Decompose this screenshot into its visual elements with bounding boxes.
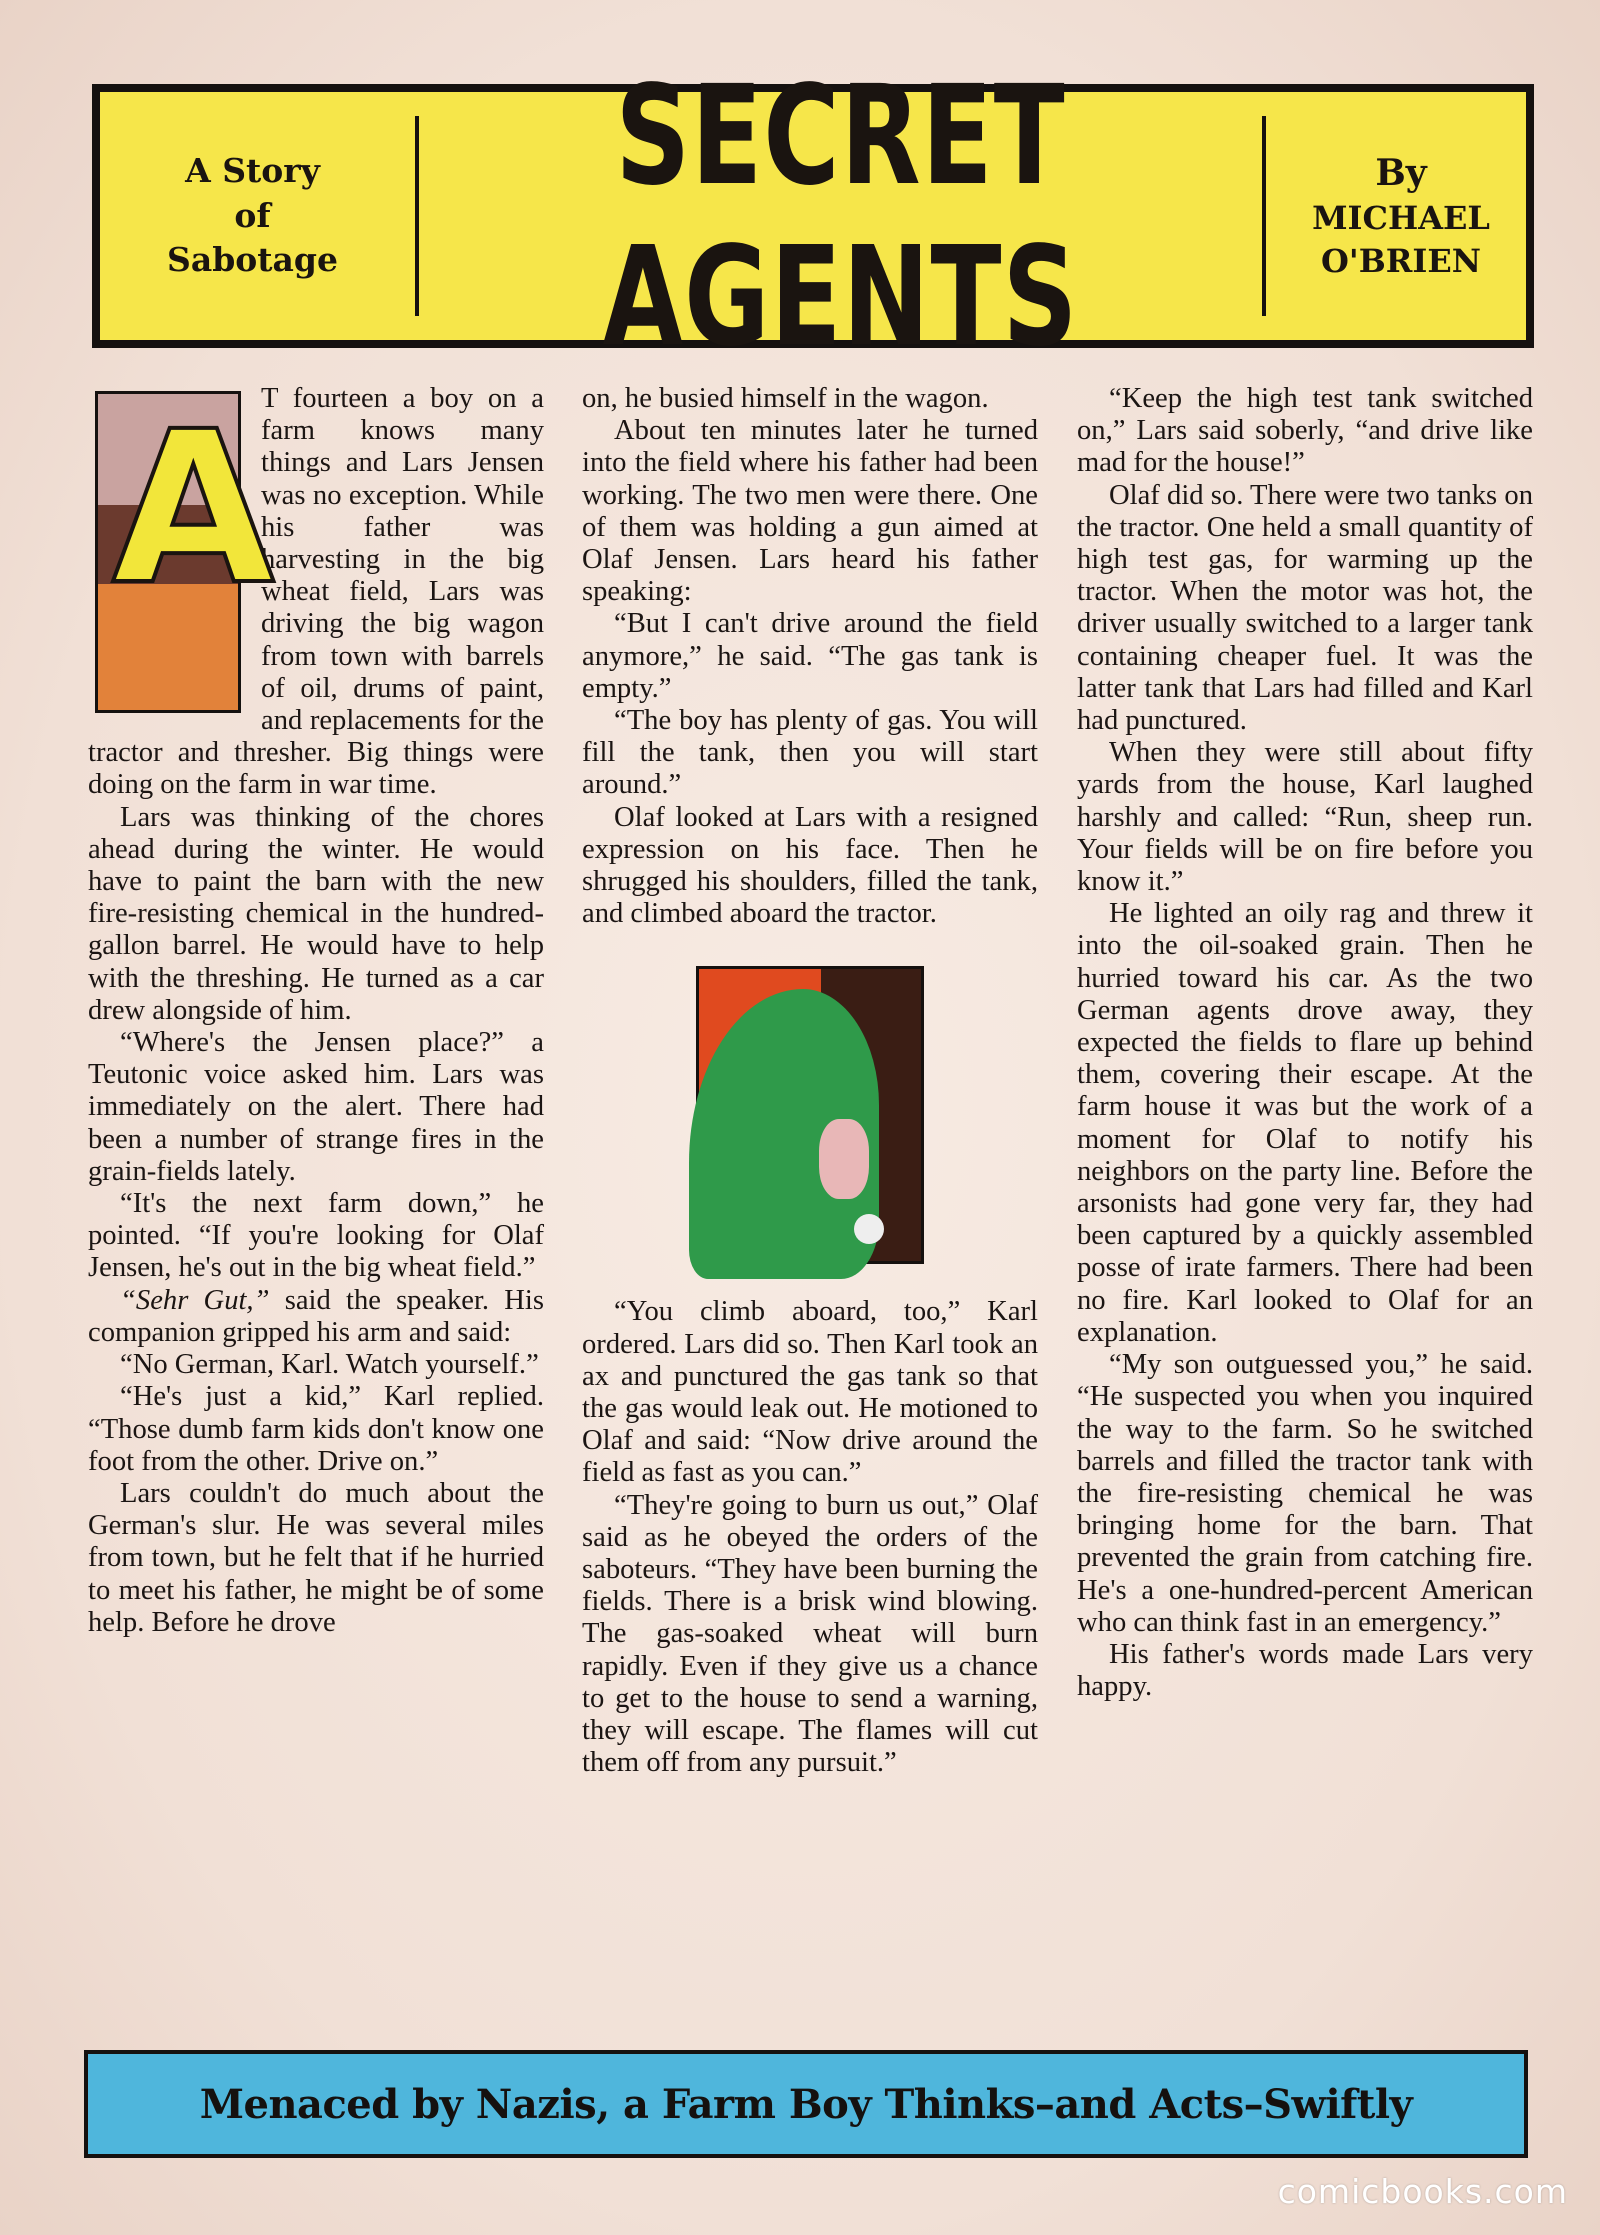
paragraph: His father's words made Lars very happy.	[1077, 1638, 1533, 1703]
drop-cap-illustration	[95, 386, 275, 713]
saboteur-illustration	[696, 966, 924, 1264]
hand-with-torch	[819, 1119, 869, 1199]
site-watermark: comicbooks.com	[1277, 2172, 1568, 2211]
drop-cap-letter: A	[112, 386, 275, 631]
paragraph: “You climb aboard, too,” Karl ordered. Lars did so. Then Karl took an ax and punctured the gas tank so that the gas would leak out. He motioned to Olaf and said: “Now drive around the field as fast as you can.”	[582, 1296, 1038, 1489]
story-type-line2: of	[234, 195, 271, 235]
paragraph: Lars couldn't do much about the German's slur. He was several miles from town, but he felt that if he hurried to meet his father, he might be of some help. Before he drove	[88, 1477, 544, 1638]
text-column-3	[1077, 383, 1533, 1703]
paragraph: Lars was thinking of the chores ahead during the winter. He would have to paint the barn with the new fire-resisting chemical in the hundred-gallon barrel. He would have to help with the threshing. He turned as a car drew alongside of him.	[88, 801, 544, 1026]
paragraph: “Keep the high test tank switched on,” Lars said soberly, “and drive like mad for the house!”	[1077, 383, 1533, 479]
banner-divider-right	[1262, 116, 1266, 316]
paragraph: “No German, Karl. Watch yourself.”	[120, 1349, 539, 1381]
paragraph: “Where's the Jensen place?” a Teutonic voice asked him. Lars was immediately on the alert. There had been a number of strange fires in the grain-fields lately.	[88, 1027, 544, 1187]
paragraph: “My son outguessed you,” he said. “He suspected you when you inquired the way to the farm. So he switched barrels and filled the tractor tank with the fire-resisting chemical he was bringing home for the barn. That prevented the grain from catching fire. He's a one-hundred-percent American who can think fast in an emergency.”	[1077, 1349, 1533, 1638]
story-type-label	[100, 149, 405, 283]
story-type-line1: A Story	[185, 151, 320, 191]
story-type-line3: Sabotage	[167, 240, 338, 280]
paragraph: Olaf did so. There were two tanks on the tractor. One held a small quantity of high test gas, for warming up the tractor. When the motor was hot, the driver usually switched to a larger tank containing cheaper fuel. It was the latter tank that Lars had filled and Karl had punctured.	[1077, 479, 1533, 737]
author-line2: O'BRIEN	[1321, 242, 1481, 281]
paragraph: “It's the next farm down,” he pointed. “If you're looking for Olaf Jensen, he's out in the big wheat field.”	[88, 1188, 544, 1284]
paragraph: “The boy has plenty of gas. You will fill the tank, then you will start around.”	[582, 705, 1038, 801]
title-banner	[92, 54, 1534, 378]
tagline-banner: Menaced by Nazis, a Farm Boy Thinks–and Acts–Swiftly	[84, 2050, 1528, 2158]
paragraph: He lighted an oily rag and threw it into the oil-soaked grain. Then he hurried toward his car. As the two German agents drove away, they expected the fields to flare up behind them, covering their escape. At the farm house it was but the work of a moment for Olaf to notify his neighbors on the party line. Before the arsonists had gone very far, they had been captured by a quickly assembled posse of irate farmers. There had been no fire. Karl looked to Olaf for an explanation.	[1077, 898, 1533, 1348]
text-column-2	[582, 383, 1038, 1780]
paragraph: T fourteen a boy on a farm knows many things and Lars Jensen was no exception. While his father was harvesting in the big wheat field, Lars was driving the big wagon from town with barrels of oil, drums of paint, and replacements for the tractor and thresher. Big things were doing on the farm in war time.	[88, 383, 544, 801]
paragraph: When they were still about fifty yards from the house, Karl laughed harshly and called: “Run, sheep run. Your fields will be on fire before you know it.”	[1077, 737, 1533, 898]
paragraph: “But I can't drive around the field anymore,” he said. “The gas tank is empty.”	[582, 608, 1038, 704]
paragraph: “He's just a kid,” Karl replied. “Those dumb farm kids don't know one foot from the other. Drive on.”	[88, 1381, 544, 1477]
paragraph-rest: said the speaker. His companion gripped his arm and said:	[88, 1284, 544, 1348]
paragraph	[88, 1285, 544, 1349]
banner-divider-left	[415, 116, 419, 316]
italic-phrase: “Sehr Gut,”	[120, 1284, 270, 1316]
by-label: By	[1375, 151, 1427, 194]
paragraph: Olaf looked at Lars with a resigned expression on his face. Then he shrugged his shoulders, filled the tank, and climbed aboard the tractor.	[582, 801, 1038, 930]
paragraph: “They're going to burn us out,” Olaf said as he obeyed the orders of the saboteurs. “They have been burning the fields. There is a brisk wind blowing. The gas-soaked wheat will burn rapidly. Even if they give us a chance to get to the house to send a warning, they will escape. The flames will cut them off from any pursuit.”	[582, 1489, 1038, 1779]
story-title: SECRET AGENTS	[602, 54, 1079, 378]
text-column-1	[88, 383, 544, 1639]
author-credit	[1276, 149, 1526, 284]
paragraph: About ten minutes later he turned into the field where his father had been working. The two men were there. One of them was holding a gun aimed at Olaf Jensen. Lars heard his father speaking:	[582, 415, 1038, 608]
author-line1: MICHAEL	[1312, 199, 1490, 238]
paragraph: on, he busied himself in the wagon.	[582, 383, 989, 414]
